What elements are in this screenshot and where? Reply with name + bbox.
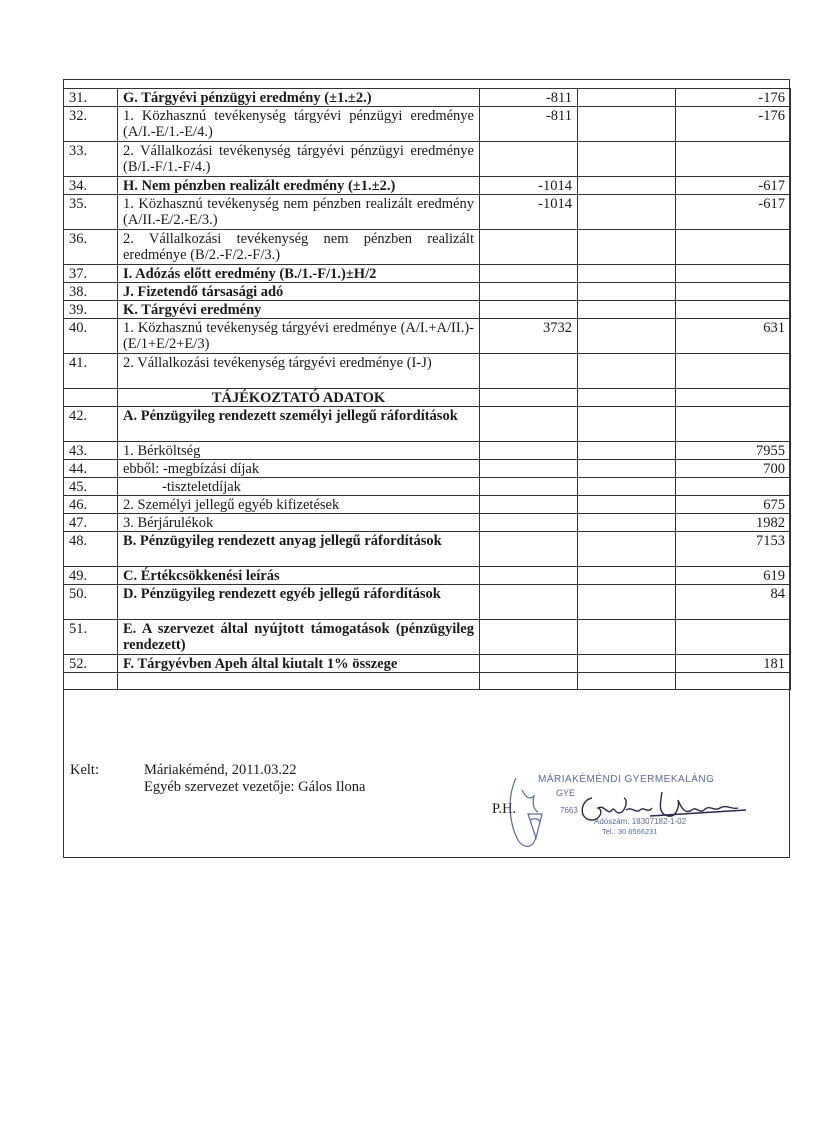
row-value-current: 7955 bbox=[676, 442, 791, 460]
row-description: A. Pénzügyileg rendezett személyi jellegű ráfordítások bbox=[118, 407, 480, 442]
row-number bbox=[64, 389, 118, 407]
row-value-adj bbox=[578, 442, 676, 460]
footer bbox=[70, 762, 365, 796]
torch-emblem-icon bbox=[510, 778, 542, 846]
row-number: 35. bbox=[64, 195, 118, 230]
row-value-adj bbox=[578, 319, 676, 354]
row-value-prev: 3732 bbox=[480, 319, 578, 354]
leader-name: Egyéb szervezet vezetője: Gálos Ilona bbox=[144, 779, 366, 795]
row-value-prev: -1014 bbox=[480, 195, 578, 230]
row-number: 44. bbox=[64, 460, 118, 478]
table-row bbox=[64, 195, 791, 230]
row-value-current: 675 bbox=[676, 496, 791, 514]
row-value-current bbox=[676, 389, 791, 407]
row-value-adj bbox=[578, 514, 676, 532]
row-value-current bbox=[676, 620, 791, 655]
row-value-prev bbox=[480, 230, 578, 265]
row-description: J. Fizetendő társasági adó bbox=[118, 283, 480, 301]
row-value-prev bbox=[480, 460, 578, 478]
row-value-adj bbox=[578, 407, 676, 442]
footer-leader-row bbox=[70, 779, 365, 796]
table-row bbox=[64, 107, 791, 142]
row-value-current bbox=[676, 230, 791, 265]
row-value-prev bbox=[480, 532, 578, 567]
table-row bbox=[64, 478, 791, 496]
row-description: 2. Vállalkozási tevékenység tárgyévi eredménye (I-J) bbox=[118, 354, 480, 389]
row-value-adj bbox=[578, 142, 676, 177]
row-value-adj bbox=[578, 655, 676, 673]
table-row bbox=[64, 655, 791, 673]
row-value-adj bbox=[578, 283, 676, 301]
row-value-current bbox=[676, 265, 791, 283]
table-row bbox=[64, 89, 791, 107]
row-value-adj bbox=[578, 89, 676, 107]
signature-icon bbox=[582, 792, 746, 820]
table-row bbox=[64, 389, 791, 407]
row-description: 3. Bérjárulékok bbox=[118, 514, 480, 532]
row-description: 1. Közhasznú tevékenység tárgyévi eredménye (A/I.+A/II.)-(E/1+E/2+E/3) bbox=[118, 319, 480, 354]
results-table bbox=[63, 88, 791, 690]
table-row bbox=[64, 620, 791, 655]
row-number: 43. bbox=[64, 442, 118, 460]
row-number: 36. bbox=[64, 230, 118, 265]
footer-date-row bbox=[70, 762, 365, 779]
row-description: C. Értékcsökkenési leírás bbox=[118, 567, 480, 585]
row-description: 2. Vállalkozási tevékenység nem pénzben realizált eredménye (B/2.-F/2.-F/3.) bbox=[118, 230, 480, 265]
row-value-prev bbox=[480, 407, 578, 442]
row-number bbox=[64, 673, 118, 690]
stamp-line-2: GYE bbox=[556, 788, 576, 798]
row-description: 1. Közhasznú tevékenység nem pénzben realizált eredmény (A/II.-E/2.-E/3.) bbox=[118, 195, 480, 230]
row-description: 1. Bérköltség bbox=[118, 442, 480, 460]
row-value-current bbox=[676, 283, 791, 301]
row-description: I. Adózás előtt eredmény (B./1.-F/1.)±H/2 bbox=[118, 265, 480, 283]
row-value-prev: -811 bbox=[480, 107, 578, 142]
row-value-prev bbox=[480, 620, 578, 655]
row-description: -tiszteletdíjak bbox=[118, 478, 480, 496]
kelt-label: Kelt: bbox=[70, 762, 99, 778]
row-value-current: 181 bbox=[676, 655, 791, 673]
row-value-current: 7153 bbox=[676, 532, 791, 567]
row-value-current: -617 bbox=[676, 177, 791, 195]
row-description: B. Pénzügyileg rendezett anyag jellegű ráfordítások bbox=[118, 532, 480, 567]
row-value-adj bbox=[578, 460, 676, 478]
table-row bbox=[64, 442, 791, 460]
row-value-prev: -811 bbox=[480, 89, 578, 107]
row-value-adj bbox=[578, 673, 676, 690]
row-value-prev bbox=[480, 283, 578, 301]
row-number: 51. bbox=[64, 620, 118, 655]
row-number: 49. bbox=[64, 567, 118, 585]
row-description: TÁJÉKOZTATÓ ADATOK bbox=[118, 389, 480, 407]
row-value-adj bbox=[578, 585, 676, 620]
row-number: 33. bbox=[64, 142, 118, 177]
row-value-prev: -1014 bbox=[480, 177, 578, 195]
row-value-prev bbox=[480, 514, 578, 532]
row-description: 1. Közhasznú tevékenység tárgyévi pénzügyi eredménye (A/I.-E/1.-E/4.) bbox=[118, 107, 480, 142]
row-number: 46. bbox=[64, 496, 118, 514]
table-row bbox=[64, 567, 791, 585]
row-description: 2. Személyi jellegű egyéb kifizetések bbox=[118, 496, 480, 514]
row-description: G. Tárgyévi pénzügyi eredmény (±1.±2.) bbox=[118, 89, 480, 107]
row-value-current bbox=[676, 142, 791, 177]
stamp-line-5: Tel.: 30 6566231 bbox=[602, 827, 658, 836]
row-value-prev bbox=[480, 673, 578, 690]
row-value-adj bbox=[578, 567, 676, 585]
row-value-prev bbox=[480, 265, 578, 283]
table-row bbox=[64, 514, 791, 532]
row-number: 31. bbox=[64, 89, 118, 107]
row-value-adj bbox=[578, 301, 676, 319]
stamp-line-1: MÁRIAKÉMÉNDI GYERMEKALÁNG bbox=[538, 774, 715, 785]
row-value-prev bbox=[480, 478, 578, 496]
row-value-prev bbox=[480, 354, 578, 389]
ph-label: P.H. bbox=[492, 801, 517, 817]
row-value-prev bbox=[480, 301, 578, 319]
row-value-adj bbox=[578, 389, 676, 407]
row-value-current: 1982 bbox=[676, 514, 791, 532]
row-value-prev bbox=[480, 496, 578, 514]
row-description: D. Pénzügyileg rendezett egyéb jellegű ráfordítások bbox=[118, 585, 480, 620]
table-row bbox=[64, 142, 791, 177]
row-value-adj bbox=[578, 532, 676, 567]
stamp-line-4: Adószám: 18307182-1-02 bbox=[594, 817, 687, 826]
official-stamp bbox=[500, 770, 760, 855]
row-number: 39. bbox=[64, 301, 118, 319]
table-row bbox=[64, 177, 791, 195]
row-value-current: -176 bbox=[676, 107, 791, 142]
row-value-prev bbox=[480, 442, 578, 460]
stamp-line-3: 7663 bbox=[560, 806, 578, 815]
row-number: 40. bbox=[64, 319, 118, 354]
row-number: 38. bbox=[64, 283, 118, 301]
row-number: 41. bbox=[64, 354, 118, 389]
row-value-adj bbox=[578, 478, 676, 496]
row-value-current bbox=[676, 407, 791, 442]
row-description: H. Nem pénzben realizált eredmény (±1.±2.) bbox=[118, 177, 480, 195]
row-value-prev bbox=[480, 655, 578, 673]
table-row bbox=[64, 585, 791, 620]
row-number: 37. bbox=[64, 265, 118, 283]
row-value-current bbox=[676, 478, 791, 496]
row-value-current: -617 bbox=[676, 195, 791, 230]
row-description: F. Tárgyévben Apeh által kiutalt 1% összege bbox=[118, 655, 480, 673]
row-value-current bbox=[676, 301, 791, 319]
row-value-adj bbox=[578, 354, 676, 389]
row-value-adj bbox=[578, 177, 676, 195]
table-row bbox=[64, 532, 791, 567]
row-value-prev bbox=[480, 389, 578, 407]
row-number: 45. bbox=[64, 478, 118, 496]
table-row bbox=[64, 354, 791, 389]
table-row bbox=[64, 265, 791, 283]
table-row bbox=[64, 673, 791, 690]
row-description: E. A szervezet által nyújtott támogatások (pénzügyileg rendezett) bbox=[118, 620, 480, 655]
row-value-current bbox=[676, 354, 791, 389]
row-value-adj bbox=[578, 265, 676, 283]
row-description: K. Tárgyévi eredmény bbox=[118, 301, 480, 319]
row-number: 52. bbox=[64, 655, 118, 673]
row-number: 47. bbox=[64, 514, 118, 532]
results-table-body bbox=[64, 89, 791, 690]
table-row bbox=[64, 301, 791, 319]
table-row bbox=[64, 460, 791, 478]
row-value-adj bbox=[578, 496, 676, 514]
row-description: ebből: -megbízási díjak bbox=[118, 460, 480, 478]
row-number: 32. bbox=[64, 107, 118, 142]
row-number: 48. bbox=[64, 532, 118, 567]
row-value-current: -176 bbox=[676, 89, 791, 107]
table-row bbox=[64, 230, 791, 265]
row-number: 42. bbox=[64, 407, 118, 442]
row-value-current bbox=[676, 673, 791, 690]
table-row bbox=[64, 407, 791, 442]
row-number: 50. bbox=[64, 585, 118, 620]
row-description bbox=[118, 673, 480, 690]
row-value-current: 84 bbox=[676, 585, 791, 620]
row-value-current: 619 bbox=[676, 567, 791, 585]
row-value-prev bbox=[480, 585, 578, 620]
row-value-prev bbox=[480, 567, 578, 585]
place-date: Máriakéménd, 2011.03.22 bbox=[144, 762, 297, 778]
row-number: 34. bbox=[64, 177, 118, 195]
row-value-adj bbox=[578, 230, 676, 265]
row-value-adj bbox=[578, 195, 676, 230]
table-row bbox=[64, 319, 791, 354]
row-value-adj bbox=[578, 620, 676, 655]
row-value-adj bbox=[578, 107, 676, 142]
table-row bbox=[64, 496, 791, 514]
table-row bbox=[64, 283, 791, 301]
row-value-current: 631 bbox=[676, 319, 791, 354]
row-value-current: 700 bbox=[676, 460, 791, 478]
row-value-prev bbox=[480, 142, 578, 177]
row-description: 2. Vállalkozási tevékenység tárgyévi pénzügyi eredménye (B/I.-F/1.-F/4.) bbox=[118, 142, 480, 177]
